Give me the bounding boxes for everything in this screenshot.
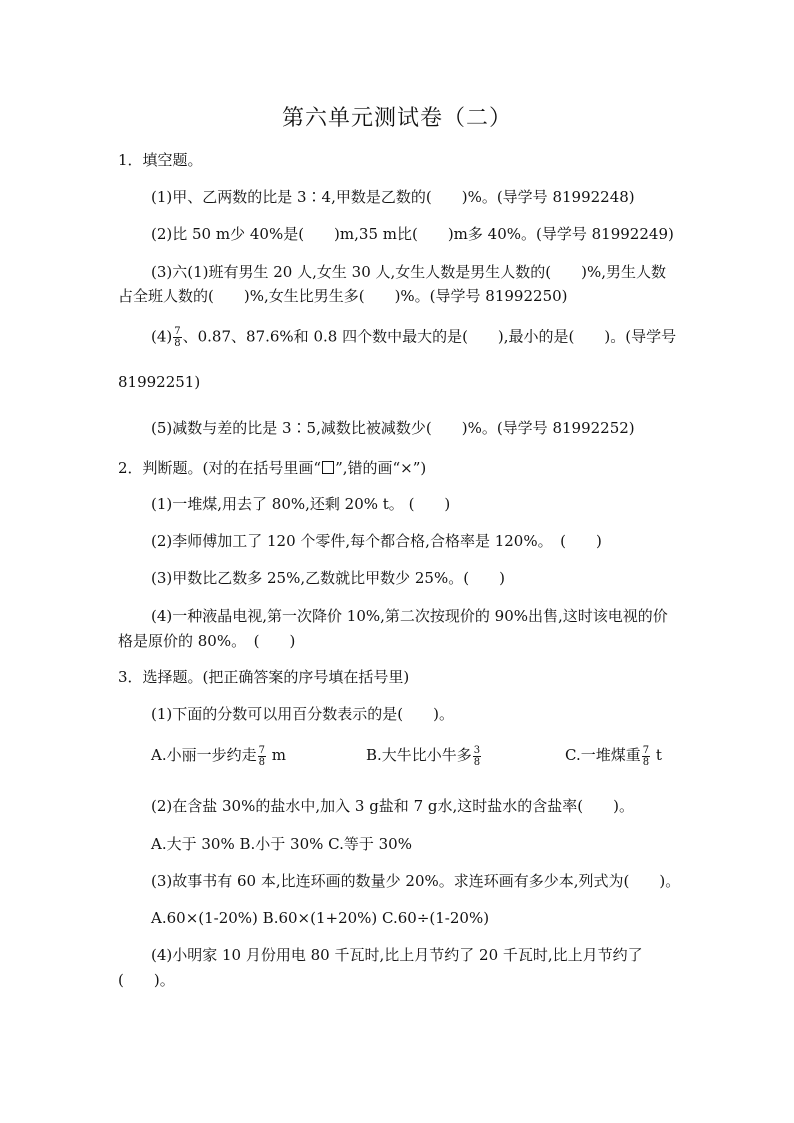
option-a-text: A.小丽一步约走	[151, 746, 257, 764]
s3-q1-option-b	[366, 744, 482, 768]
s3-question-3-options: A.60×(1-20%) B.60×(1+20%) C.60÷(1-20%)	[151, 909, 490, 927]
option-c-unit: t	[651, 746, 662, 764]
s3-q1-option-a	[151, 744, 286, 768]
s3-question-1: (1)下面的分数可以用百分数表示的是( )。	[151, 705, 454, 723]
s3-question-2: (2)在含盐 30%的盐水中,加入 3 g盐和 7 g水,这时盐水的含盐率( )。	[151, 797, 634, 815]
s3-q1-option-c	[565, 744, 662, 768]
fraction-denominator: 8	[642, 756, 650, 768]
s1-question-1: (1)甲、乙两数的比是 3∶4,甲数是乙数的( )%。(导学号 81992248)	[151, 188, 635, 206]
fraction-denominator: 8	[473, 756, 481, 768]
s2-question-3: (3)甲数比乙数多 25%,乙数就比甲数少 25%。( )	[151, 569, 505, 587]
s3-question-2-options: A.大于 30% B.小于 30% C.等于 30%	[151, 835, 412, 853]
s1-q4-prefix: (4)	[151, 327, 173, 346]
s3-question-3: (3)故事书有 60 本,比连环画的数量少 20%。求连环画有多少本,列式为( )。	[151, 872, 681, 890]
s2-heading-part-a: 2．判断题。(对的在括号里画“	[118, 459, 322, 477]
option-b-text: B.大牛比小牛多	[366, 746, 472, 764]
option-a-unit: m	[266, 746, 286, 764]
s2-question-2: (2)李师傅加工了 120 个零件,每个都合格,合格率是 120%。 ( )	[151, 532, 602, 550]
s1-question-3-line1: (3)六(1)班有男生 20 人,女生 30 人,女生人数是男生人数的( )%,男生人数	[151, 263, 667, 281]
s1-question-4-line2: 81992251)	[118, 373, 201, 391]
fraction-numerator: 3	[473, 744, 481, 756]
s1-question-2: (2)比 50 m少 40%是( )m,35 m比( )m多 40%。(导学号 81992249)	[151, 225, 674, 243]
fraction-numerator: 7	[642, 744, 650, 756]
fraction	[642, 745, 650, 768]
fraction-numerator: 7	[174, 326, 181, 337]
s2-heading-part-b: ”,错的画“×”)	[335, 459, 427, 477]
s1-question-5: (5)减数与差的比是 3∶5,减数比被减数少( )%。(导学号 81992252)	[151, 419, 635, 437]
s1-q4-text: 、0.87、87.6%和 0.8 四个数中最大的是( ),最小的是( )。(导学号	[182, 327, 677, 346]
fraction-denominator: 8	[258, 756, 265, 768]
check-box-icon	[322, 461, 334, 474]
s1-question-4	[151, 326, 676, 349]
page-title: 第六单元测试卷（二）	[281, 106, 512, 131]
section1-heading: 1．填空题。	[118, 151, 203, 169]
option-c-text: C.一堆煤重	[565, 746, 641, 764]
fraction-denominator: 8	[174, 338, 181, 349]
s1-question-3-line2: 占全班人数的( )%,女生比男生多( )%。(导学号 81992250)	[118, 287, 568, 305]
section2-heading	[118, 458, 426, 478]
fraction	[258, 745, 266, 768]
s2-question-1: (1)一堆煤,用去了 80%,还剩 20% t。 ( )	[151, 495, 451, 513]
s2-question-4-line1: (4)一种液晶电视,第一次降价 10%,第二次按现价的 90%出售,这时该电视的价	[151, 607, 668, 625]
s3-question-4-line1: (4)小明家 10 月份用电 80 千瓦时,比上月节约了 20 千瓦时,比上月节约了	[151, 946, 643, 964]
fraction-numerator: 7	[258, 744, 265, 756]
fraction	[173, 326, 181, 349]
section3-heading: 3．选择题。(把正确答案的序号填在括号里)	[118, 668, 410, 686]
fraction	[473, 745, 481, 768]
s3-question-4-line2: ( )。	[118, 971, 175, 989]
s2-question-4-line2: 格是原价的 80%。 ( )	[118, 632, 296, 650]
